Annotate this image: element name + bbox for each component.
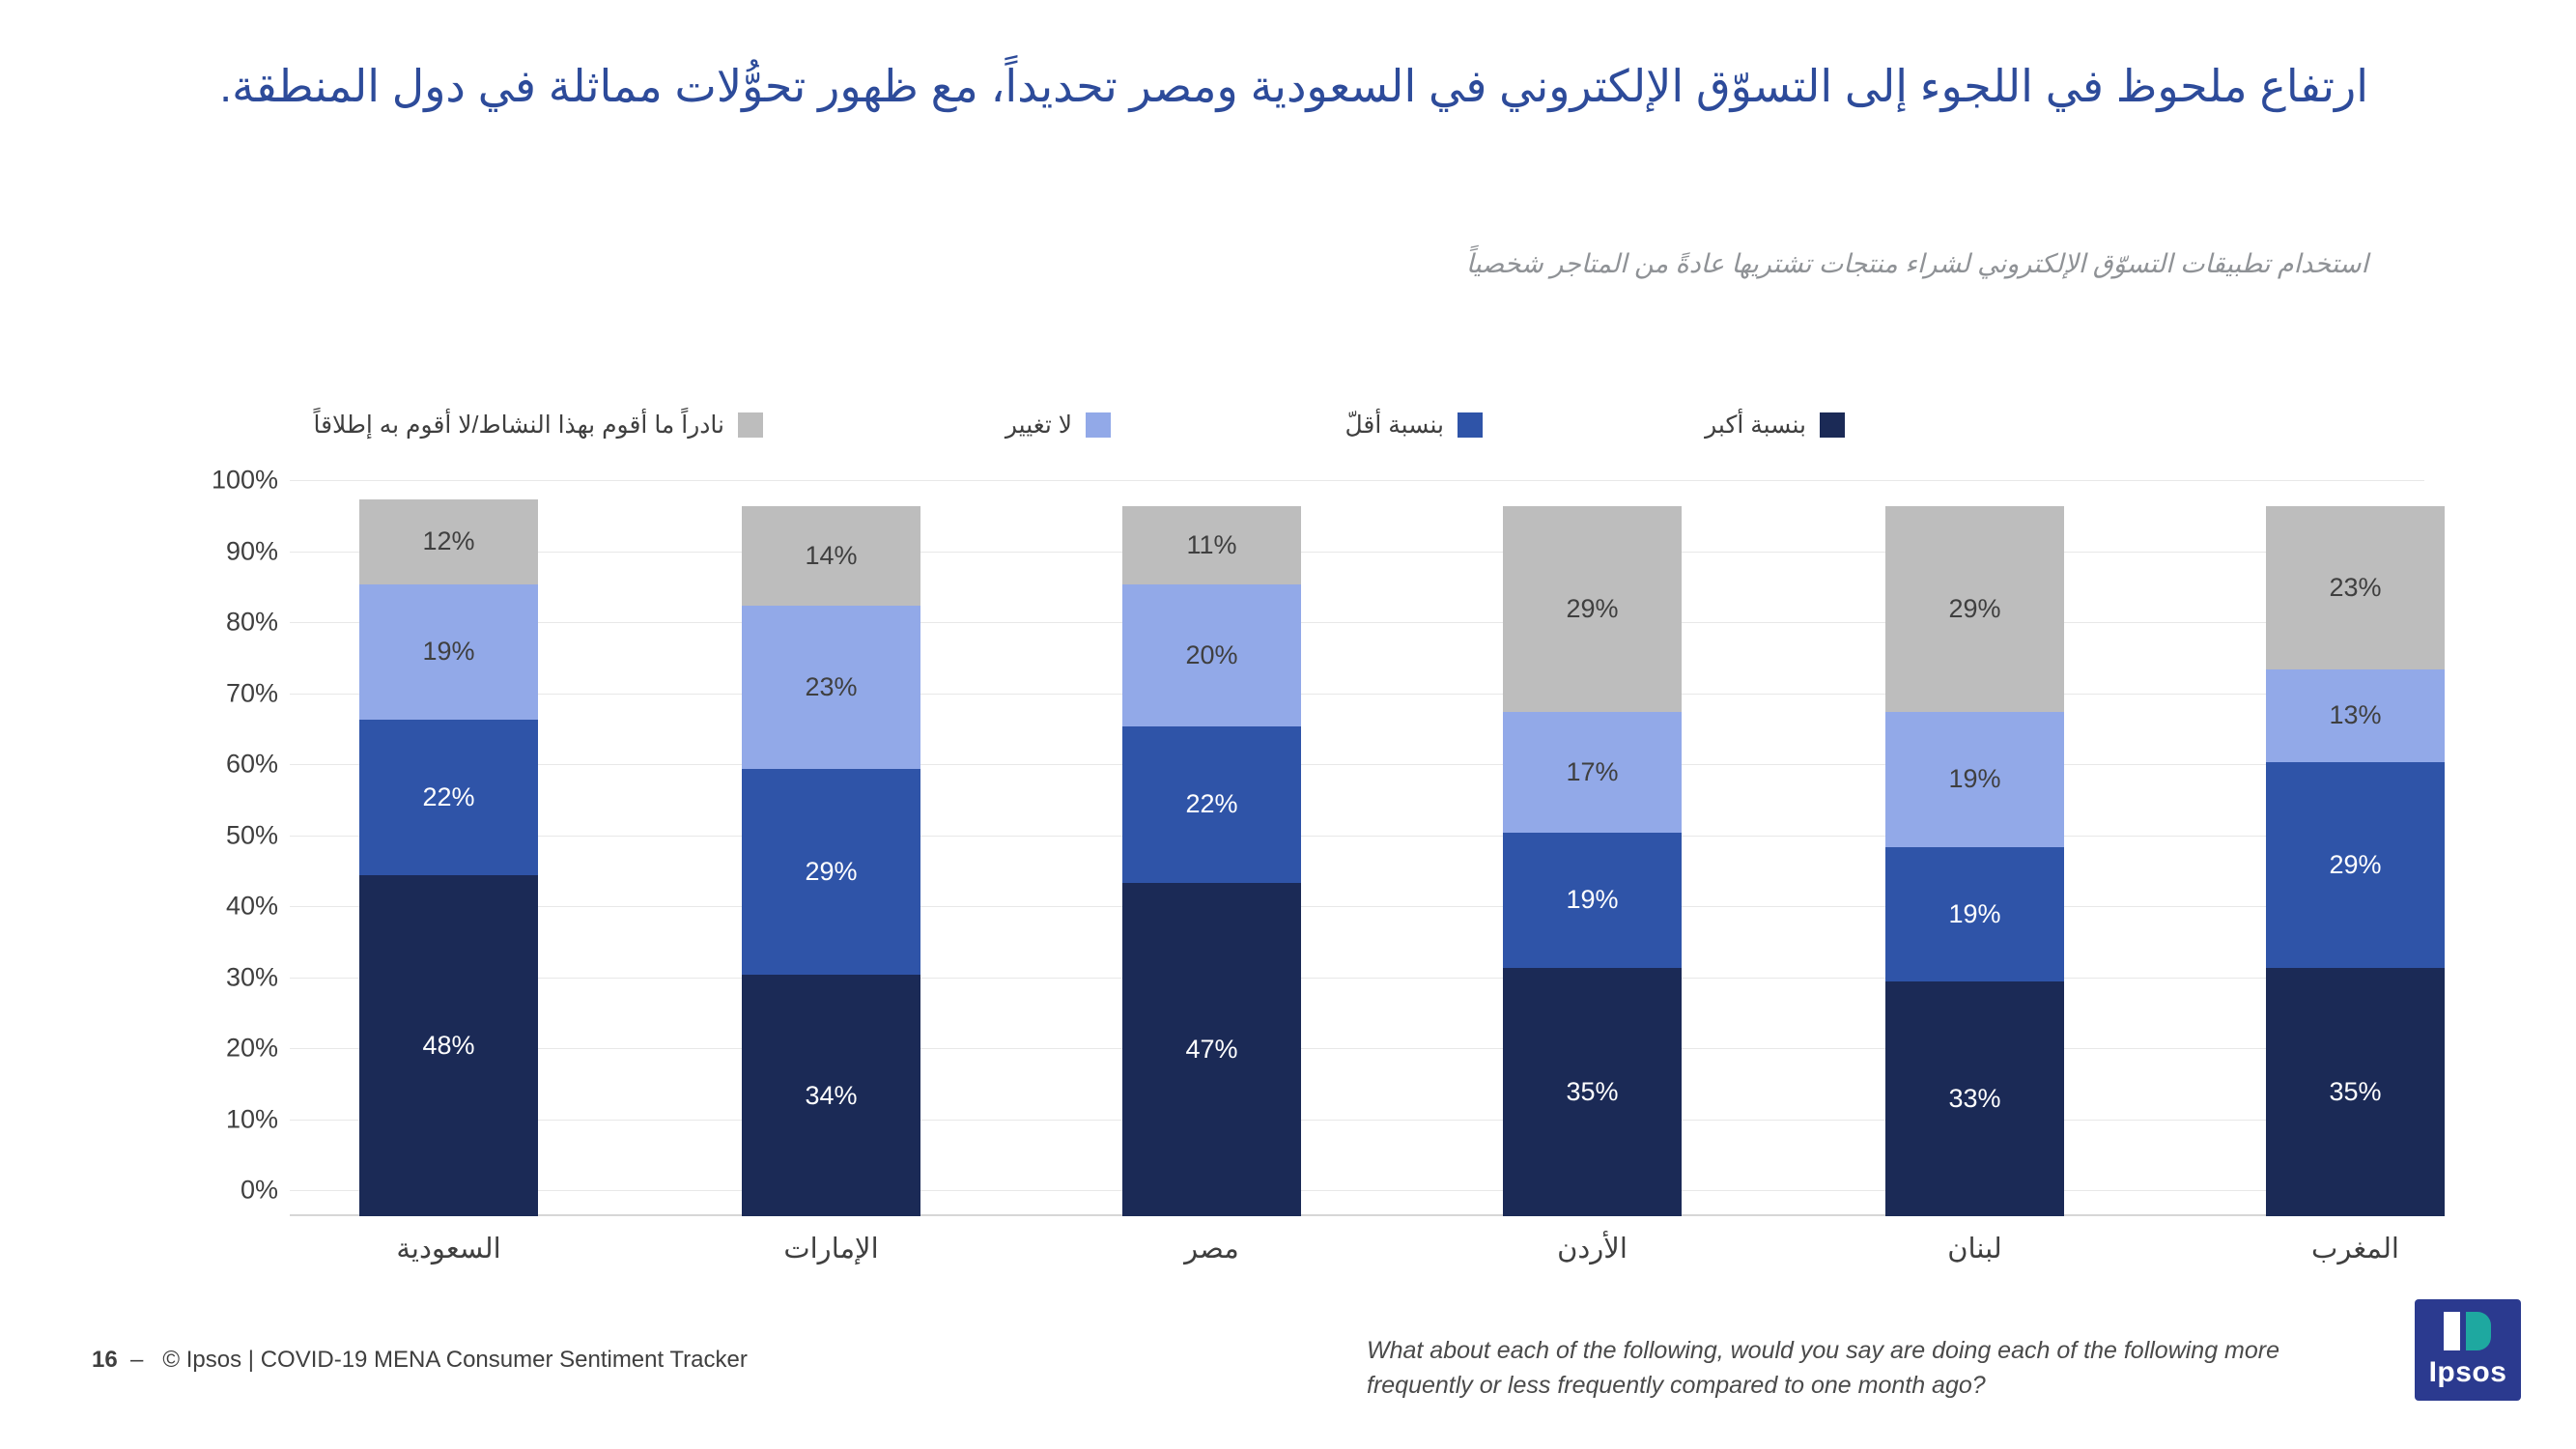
legend-swatch-icon bbox=[1458, 412, 1483, 438]
axis-baseline bbox=[290, 1214, 2424, 1216]
gridline bbox=[290, 1190, 2424, 1191]
y-axis-tick-label: 40% bbox=[225, 891, 278, 921]
bar-segment-value-label: 29% bbox=[1566, 594, 1619, 624]
bar-column-3[interactable] bbox=[1503, 506, 1682, 1216]
bar-segment[interactable] bbox=[2266, 968, 2445, 1216]
page-number: 16 bbox=[92, 1347, 118, 1373]
bar-segment-value-label: 19% bbox=[422, 637, 475, 667]
legend-swatch-icon bbox=[1820, 412, 1845, 438]
chart-subtitle: استخدام تطبيقات التسوّق الإلكتروني لشراء منتجات تشتريها عادةً من المتاجر شخصياً bbox=[1465, 249, 2368, 278]
legend-label: بنسبة أكبر bbox=[1705, 412, 1806, 439]
bar-segment[interactable] bbox=[1122, 883, 1301, 1216]
gridline bbox=[290, 622, 2424, 623]
footer-left bbox=[92, 1347, 748, 1374]
bar-segment-value-label: 47% bbox=[1185, 1034, 1238, 1064]
bar-segment[interactable] bbox=[359, 499, 538, 584]
legend-swatch-icon bbox=[1086, 412, 1111, 438]
logo-wordmark: Ipsos bbox=[2428, 1356, 2507, 1388]
legend-item-1[interactable] bbox=[1345, 411, 1483, 440]
bar-segment[interactable] bbox=[1503, 712, 1682, 833]
page-title: ارتفاع ملحوظ في اللجوء إلى التسوّق الإلكتروني في السعودية ومصر تحديداً، مع ظهور تحوُّلات مماثلة في دول المنطقة. bbox=[219, 61, 2368, 111]
gridline bbox=[290, 906, 2424, 907]
bar-segment[interactable] bbox=[2266, 669, 2445, 762]
x-axis-category-label: المغرب bbox=[2311, 1234, 2399, 1264]
bar-segment[interactable] bbox=[1122, 584, 1301, 726]
bar-segment[interactable] bbox=[742, 506, 920, 606]
legend-item-0[interactable] bbox=[1705, 411, 1845, 440]
bar-segment-value-label: 22% bbox=[1185, 789, 1238, 819]
y-axis-tick-label: 50% bbox=[225, 820, 278, 849]
bar-segment-value-label: 12% bbox=[422, 526, 475, 556]
bar-segment[interactable] bbox=[359, 584, 538, 720]
bar-column-5[interactable] bbox=[2266, 506, 2445, 1216]
bar-segment-value-label: 23% bbox=[2329, 573, 2382, 603]
x-axis-category-label: مصر bbox=[1184, 1234, 1239, 1264]
y-axis-tick-label: 70% bbox=[225, 678, 278, 707]
footer-copyright: © Ipsos | COVID-19 MENA Consumer Sentiment Tracker bbox=[162, 1347, 748, 1373]
bar-segment-value-label: 11% bbox=[1186, 529, 1237, 559]
bar-segment[interactable] bbox=[2266, 762, 2445, 968]
y-axis-tick-label: 100% bbox=[211, 465, 278, 495]
legend-label: لا تغيير bbox=[1005, 412, 1072, 439]
bar-segment[interactable] bbox=[742, 769, 920, 975]
y-axis-tick-label: 80% bbox=[225, 607, 278, 637]
bar-segment-value-label: 13% bbox=[2329, 700, 2382, 730]
bar-segment[interactable] bbox=[359, 875, 538, 1216]
gridline bbox=[290, 978, 2424, 979]
bar-segment[interactable] bbox=[1503, 833, 1682, 968]
bar-segment-value-label: 19% bbox=[1948, 764, 2001, 794]
gridline bbox=[290, 694, 2424, 695]
chart-legend bbox=[261, 411, 1845, 449]
page-number-dash: – bbox=[124, 1347, 156, 1373]
y-axis-tick-label: 10% bbox=[225, 1104, 278, 1133]
logo-mark-bar-icon bbox=[2444, 1312, 2460, 1350]
gridline bbox=[290, 764, 2424, 765]
x-axis-category-label: الأردن bbox=[1557, 1234, 1628, 1264]
legend-item-3[interactable] bbox=[313, 411, 763, 440]
y-axis-tick-label: 60% bbox=[225, 749, 278, 779]
bar-segment-value-label: 29% bbox=[2329, 849, 2382, 879]
bar-column-2[interactable] bbox=[1122, 506, 1301, 1216]
bar-segment-value-label: 33% bbox=[1948, 1084, 2001, 1114]
bar-segment-value-label: 19% bbox=[1948, 899, 2001, 929]
bar-segment[interactable] bbox=[1503, 506, 1682, 712]
bar-segment[interactable] bbox=[1885, 712, 2064, 847]
bar-segment-value-label: 19% bbox=[1566, 885, 1619, 915]
gridline bbox=[290, 836, 2424, 837]
y-axis-tick-label: 20% bbox=[225, 1033, 278, 1063]
y-axis-tick-label: 0% bbox=[240, 1175, 278, 1205]
y-axis-tick-label: 90% bbox=[225, 536, 278, 565]
bar-column-1[interactable] bbox=[742, 506, 920, 1216]
x-axis-category-label: الإمارات bbox=[783, 1234, 879, 1264]
bar-segment[interactable] bbox=[1122, 506, 1301, 584]
y-axis-tick-label: 30% bbox=[225, 962, 278, 991]
bar-segment[interactable] bbox=[1122, 726, 1301, 883]
bar-segment-value-label: 35% bbox=[2329, 1076, 2382, 1106]
legend-label: بنسبة أقلّ bbox=[1345, 412, 1444, 439]
bar-column-4[interactable] bbox=[1885, 506, 2064, 1216]
logo-mark-arc-icon bbox=[2466, 1312, 2491, 1350]
legend-swatch-icon bbox=[738, 412, 763, 438]
bar-segment-value-label: 22% bbox=[422, 781, 475, 811]
bar-segment[interactable] bbox=[1503, 968, 1682, 1216]
bar-segment-value-label: 34% bbox=[805, 1080, 858, 1110]
chart-plot-area bbox=[211, 465, 2424, 1264]
title-block bbox=[205, 58, 2368, 115]
gridline bbox=[290, 1048, 2424, 1049]
bar-segment[interactable] bbox=[2266, 506, 2445, 669]
bar-segment[interactable] bbox=[742, 606, 920, 769]
gridline bbox=[290, 552, 2424, 553]
gridline bbox=[290, 480, 2424, 481]
bar-segment[interactable] bbox=[742, 975, 920, 1216]
bar-segment-value-label: 14% bbox=[805, 540, 858, 570]
bar-segment-value-label: 29% bbox=[1948, 594, 2001, 624]
bar-segment[interactable] bbox=[359, 720, 538, 876]
bar-segment-value-label: 17% bbox=[1566, 757, 1619, 787]
bar-segment-value-label: 29% bbox=[805, 857, 858, 887]
legend-label: نادراً ما أقوم بهذا النشاط/لا أقوم به إطلاقاً bbox=[313, 412, 724, 439]
bar-segment-value-label: 20% bbox=[1185, 639, 1238, 669]
bar-segment-value-label: 23% bbox=[805, 671, 858, 701]
bar-segment[interactable] bbox=[1885, 847, 2064, 982]
gridline bbox=[290, 1120, 2424, 1121]
bar-segment-value-label: 48% bbox=[422, 1031, 475, 1061]
x-axis-category-label: السعودية bbox=[396, 1234, 501, 1264]
legend-item-2[interactable] bbox=[1005, 411, 1111, 440]
bar-segment[interactable] bbox=[1885, 506, 2064, 712]
bar-column-0[interactable] bbox=[359, 506, 538, 1216]
bar-segment-value-label: 35% bbox=[1566, 1076, 1619, 1106]
x-axis-category-label: لبنان bbox=[1947, 1234, 2002, 1264]
chart-footnote: What about each of the following, would you say are doing each of the following more frequently or less frequently compared to one month ago? bbox=[1367, 1336, 2280, 1399]
ipsos-logo bbox=[2415, 1299, 2521, 1401]
bar-segment[interactable] bbox=[1885, 981, 2064, 1216]
